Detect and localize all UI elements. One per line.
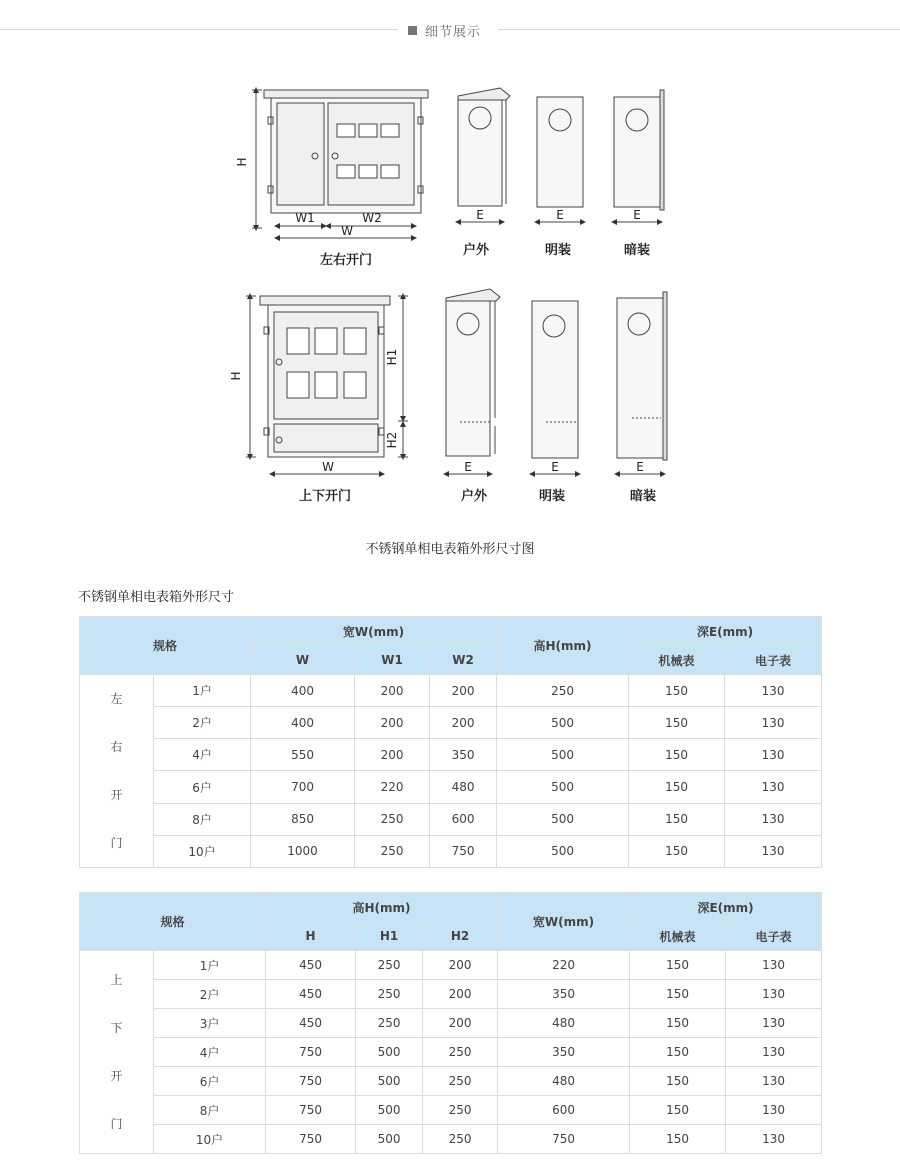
value-cell: 200 <box>430 675 497 707</box>
bottom-front-view <box>246 296 408 474</box>
row-spec-cell: 4户 <box>154 1038 266 1067</box>
row-spec-cell: 8户 <box>154 1096 266 1125</box>
value-cell: 250 <box>497 675 629 707</box>
value-cell: 350 <box>430 739 497 771</box>
top-side-flush <box>614 90 664 222</box>
label-surface-top: 明装 <box>544 243 572 258</box>
label-ud-doors: 上下开门 <box>298 489 352 504</box>
bottom-side-outdoor <box>446 289 500 474</box>
label-outdoor-top: 户外 <box>462 243 490 258</box>
header-depth-group: 深E(mm) <box>630 893 822 922</box>
group-label-char: 开 <box>110 1069 123 1083</box>
label-flush-top: 暗装 <box>623 243 651 258</box>
row-spec-cell: 2户 <box>154 980 266 1009</box>
top-front-view <box>252 90 428 238</box>
value-cell: 500 <box>497 739 629 771</box>
value-cell: 400 <box>251 675 355 707</box>
value-cell: 250 <box>356 980 423 1009</box>
value-cell: 130 <box>726 951 822 980</box>
group-label-char: 门 <box>110 836 123 850</box>
value-cell: 1000 <box>251 835 355 867</box>
value-cell: 480 <box>498 1067 630 1096</box>
value-cell: 150 <box>629 739 725 771</box>
group-label <box>80 951 154 1154</box>
value-cell: 150 <box>630 1009 726 1038</box>
spec-table-lr <box>79 616 822 868</box>
value-cell: 750 <box>498 1125 630 1154</box>
table-heading: 不锈钢单相电表箱外形尺寸 <box>78 590 235 605</box>
value-cell: 150 <box>629 675 725 707</box>
value-cell: 400 <box>251 707 355 739</box>
dim-E-top-1: E <box>476 208 484 222</box>
value-cell: 480 <box>498 1009 630 1038</box>
value-cell: 130 <box>726 1125 822 1154</box>
value-cell: 750 <box>266 1038 356 1067</box>
value-cell: 250 <box>423 1125 498 1154</box>
table-row <box>80 803 822 835</box>
header-W: W <box>251 646 355 675</box>
value-cell: 150 <box>630 951 726 980</box>
dim-E-top-2: E <box>556 208 564 222</box>
value-cell: 500 <box>497 803 629 835</box>
value-cell: 130 <box>725 675 822 707</box>
row-spec-cell: 2户 <box>154 707 251 739</box>
header-spec: 规格 <box>80 617 251 675</box>
header-H: H <box>266 922 356 951</box>
table-row <box>80 1009 822 1038</box>
value-cell: 750 <box>266 1125 356 1154</box>
value-cell: 750 <box>266 1067 356 1096</box>
value-cell: 750 <box>266 1096 356 1125</box>
header-depth-group: 深E(mm) <box>629 617 822 646</box>
value-cell: 500 <box>497 771 629 803</box>
label-flush-bottom: 暗装 <box>629 489 657 504</box>
table-row <box>80 707 822 739</box>
value-cell: 130 <box>726 1096 822 1125</box>
group-label-char: 左 <box>110 692 123 706</box>
value-cell: 220 <box>355 771 430 803</box>
dim-E-top-3: E <box>633 208 641 222</box>
value-cell: 150 <box>629 771 725 803</box>
value-cell: 500 <box>356 1038 423 1067</box>
value-cell: 200 <box>423 951 498 980</box>
row-spec-cell: 1户 <box>154 951 266 980</box>
header-width-group: 宽W(mm) <box>251 617 497 646</box>
dim-E-bottom-2: E <box>551 460 559 474</box>
row-spec-cell: 10户 <box>154 1125 266 1154</box>
dim-W2: W2 <box>362 211 382 225</box>
header-W1: W1 <box>355 646 430 675</box>
header-H1: H1 <box>356 922 423 951</box>
header-elec: 电子表 <box>726 922 822 951</box>
value-cell: 130 <box>726 980 822 1009</box>
value-cell: 250 <box>423 1096 498 1125</box>
table-row <box>80 980 822 1009</box>
group-label-char: 开 <box>110 788 123 802</box>
value-cell: 130 <box>725 707 822 739</box>
dimension-drawing <box>0 0 900 530</box>
header-height: 高H(mm) <box>497 617 629 675</box>
value-cell: 200 <box>355 739 430 771</box>
header-width: 宽W(mm) <box>498 893 630 951</box>
top-side-outdoor <box>458 88 510 222</box>
value-cell: 250 <box>356 951 423 980</box>
row-spec-cell: 6户 <box>154 1067 266 1096</box>
row-spec-cell: 6户 <box>154 771 251 803</box>
header-W2: W2 <box>430 646 497 675</box>
dim-W1: W1 <box>295 211 315 225</box>
header-mech: 机械表 <box>630 922 726 951</box>
value-cell: 500 <box>497 707 629 739</box>
value-cell: 700 <box>251 771 355 803</box>
table-row <box>80 1038 822 1067</box>
value-cell: 150 <box>630 1067 726 1096</box>
value-cell: 200 <box>430 707 497 739</box>
group-label <box>80 675 154 868</box>
value-cell: 130 <box>725 835 822 867</box>
label-outdoor-bottom: 户外 <box>460 489 488 504</box>
dim-W-bottom: W <box>322 460 334 474</box>
dim-H2: H2 <box>385 431 399 449</box>
value-cell: 150 <box>629 803 725 835</box>
value-cell: 130 <box>726 1038 822 1067</box>
value-cell: 500 <box>497 835 629 867</box>
dim-H-top: H <box>235 157 249 167</box>
value-cell: 200 <box>355 707 430 739</box>
value-cell: 150 <box>629 835 725 867</box>
spec-table-ud <box>79 892 822 1154</box>
value-cell: 250 <box>423 1067 498 1096</box>
dim-H-bottom: H <box>229 371 243 381</box>
top-side-surface <box>537 97 583 222</box>
header-mech: 机械表 <box>629 646 725 675</box>
value-cell: 500 <box>356 1125 423 1154</box>
dim-W-top: W <box>341 224 353 238</box>
section-title: 细节展示 <box>425 24 482 40</box>
value-cell: 250 <box>355 835 430 867</box>
dim-E-bottom-3: E <box>636 460 644 474</box>
bottom-side-flush <box>617 292 667 474</box>
value-cell: 150 <box>630 1096 726 1125</box>
value-cell: 350 <box>498 1038 630 1067</box>
table-row <box>80 1096 822 1125</box>
row-spec-cell: 1户 <box>154 675 251 707</box>
group-label-char: 上 <box>110 973 123 987</box>
header-elec: 电子表 <box>725 646 822 675</box>
table-row <box>80 771 822 803</box>
value-cell: 200 <box>423 980 498 1009</box>
value-cell: 130 <box>725 771 822 803</box>
value-cell: 750 <box>430 835 497 867</box>
value-cell: 600 <box>498 1096 630 1125</box>
table-row <box>80 739 822 771</box>
value-cell: 250 <box>356 1009 423 1038</box>
value-cell: 220 <box>498 951 630 980</box>
value-cell: 500 <box>356 1067 423 1096</box>
row-spec-cell: 8户 <box>154 803 251 835</box>
value-cell: 150 <box>630 980 726 1009</box>
group-label-char: 下 <box>110 1021 123 1035</box>
drawing-caption: 不锈钢单相电表箱外形尺寸图 <box>365 542 535 557</box>
value-cell: 150 <box>629 707 725 739</box>
table-row <box>80 835 822 867</box>
value-cell: 500 <box>356 1096 423 1125</box>
table-body-ud <box>80 951 822 1154</box>
header-height-group: 高H(mm) <box>266 893 498 922</box>
value-cell: 130 <box>726 1067 822 1096</box>
row-spec-cell: 10户 <box>154 835 251 867</box>
row-spec-cell: 4户 <box>154 739 251 771</box>
label-surface-bottom: 明装 <box>538 489 566 504</box>
label-lr-doors: 左右开门 <box>319 253 373 268</box>
table-body-lr <box>80 675 822 868</box>
value-cell: 200 <box>355 675 430 707</box>
value-cell: 130 <box>726 1009 822 1038</box>
value-cell: 480 <box>430 771 497 803</box>
bottom-side-surface <box>532 301 578 474</box>
table-row <box>80 1125 822 1154</box>
value-cell: 250 <box>355 803 430 835</box>
header-H2: H2 <box>423 922 498 951</box>
value-cell: 200 <box>423 1009 498 1038</box>
header-spec: 规格 <box>80 893 266 951</box>
table-row <box>80 1067 822 1096</box>
group-label-char: 门 <box>110 1117 123 1131</box>
value-cell: 350 <box>498 980 630 1009</box>
value-cell: 550 <box>251 739 355 771</box>
dim-E-bottom-1: E <box>464 460 472 474</box>
group-label-char: 右 <box>110 740 123 754</box>
table-row <box>80 951 822 980</box>
value-cell: 130 <box>725 739 822 771</box>
value-cell: 250 <box>423 1038 498 1067</box>
row-spec-cell: 3户 <box>154 1009 266 1038</box>
value-cell: 150 <box>630 1125 726 1154</box>
value-cell: 450 <box>266 951 356 980</box>
value-cell: 450 <box>266 1009 356 1038</box>
table-row <box>80 675 822 707</box>
value-cell: 600 <box>430 803 497 835</box>
value-cell: 150 <box>630 1038 726 1067</box>
value-cell: 130 <box>725 803 822 835</box>
value-cell: 850 <box>251 803 355 835</box>
dim-H1: H1 <box>385 348 399 366</box>
value-cell: 450 <box>266 980 356 1009</box>
